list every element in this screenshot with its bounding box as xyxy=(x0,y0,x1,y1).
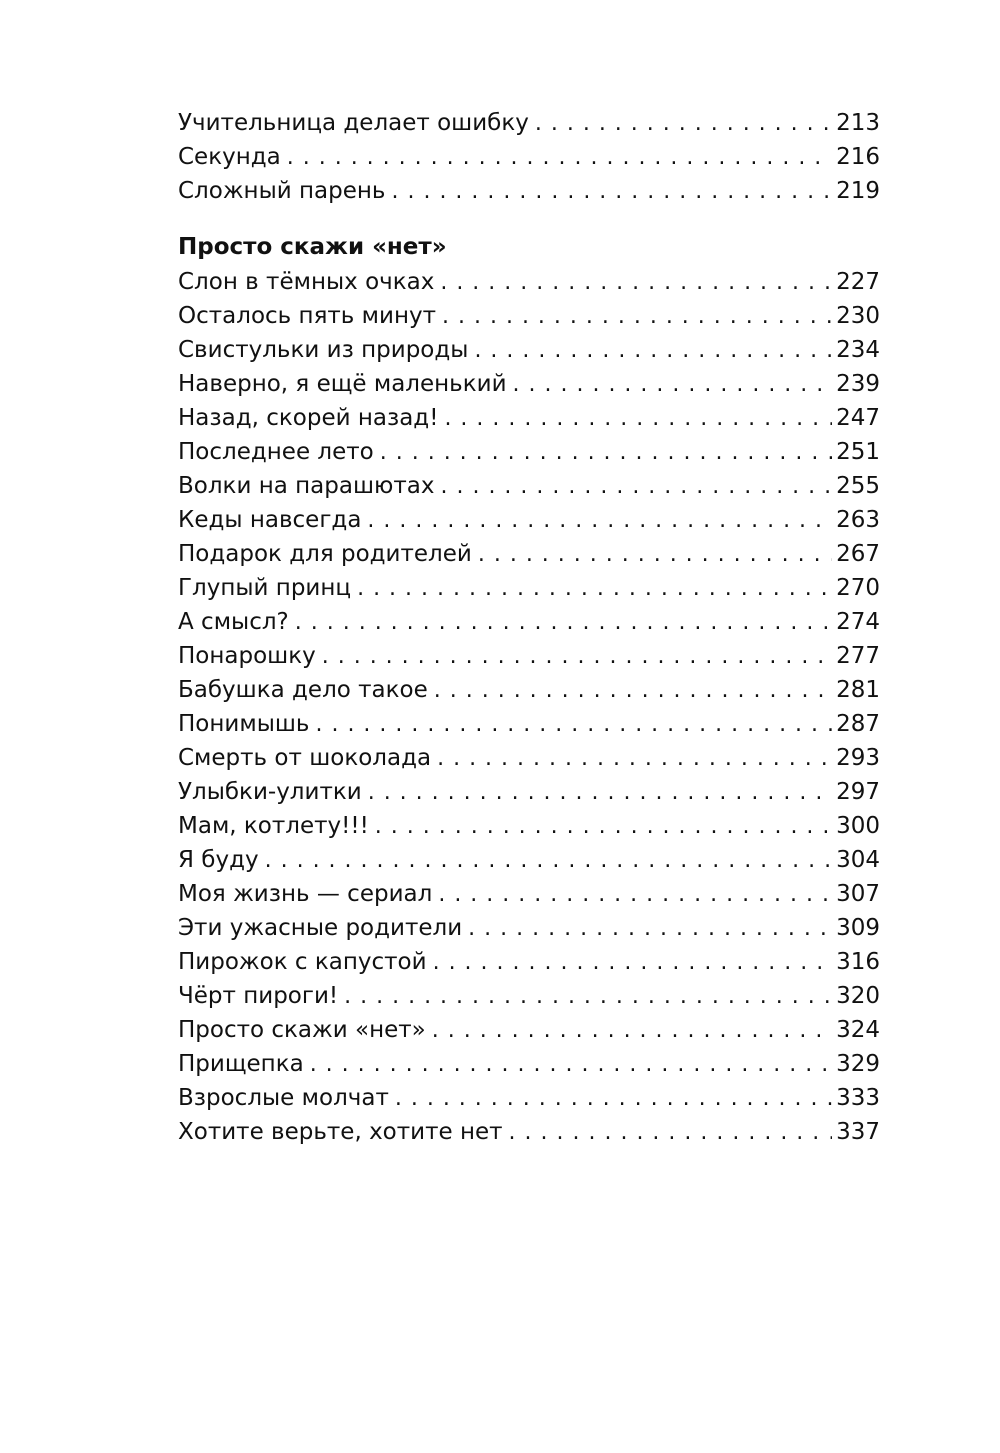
entry-title: Понарошку xyxy=(178,643,316,669)
toc-entry xyxy=(178,639,880,673)
dot-leader xyxy=(368,776,832,810)
dot-leader xyxy=(468,912,832,946)
toc-entry xyxy=(178,673,880,707)
entry-title: Мам, котлету!!! xyxy=(178,813,369,839)
entry-title: Секунда xyxy=(178,144,281,170)
toc-entry xyxy=(178,367,880,401)
entry-title: Понимышь xyxy=(178,711,310,737)
dot-leader xyxy=(315,708,832,742)
entry-title: Моя жизнь — сериал xyxy=(178,881,433,907)
entry-title: Глупый принц xyxy=(178,575,352,601)
entry-title: Учительница делает ошибку xyxy=(178,110,529,136)
dot-leader xyxy=(395,1082,832,1116)
dot-leader xyxy=(344,980,832,1014)
page-number: 333 xyxy=(836,1085,880,1111)
entry-title: Подарок для родителей xyxy=(178,541,472,567)
entry-title: Хотите верьте, хотите нет xyxy=(178,1119,503,1145)
page-number: 287 xyxy=(836,711,880,737)
page-number: 316 xyxy=(836,949,880,975)
page-number: 277 xyxy=(836,643,880,669)
toc-entry xyxy=(178,174,880,208)
dot-leader xyxy=(433,946,833,980)
entry-title: Просто скажи «нет» xyxy=(178,1017,426,1043)
toc-entry xyxy=(178,775,880,809)
toc-top-entries xyxy=(178,106,880,208)
page-number: 324 xyxy=(836,1017,880,1043)
page-number: 329 xyxy=(836,1051,880,1077)
toc-entry xyxy=(178,401,880,435)
page-number: 251 xyxy=(836,439,880,465)
page-number: 270 xyxy=(836,575,880,601)
page-number: 227 xyxy=(836,269,880,295)
entry-title: Волки на парашютах xyxy=(178,473,435,499)
table-of-contents xyxy=(178,106,880,1149)
toc-entry xyxy=(178,537,880,571)
dot-leader xyxy=(440,266,832,300)
dot-leader xyxy=(478,538,832,572)
dot-leader xyxy=(434,674,832,708)
dot-leader xyxy=(310,1048,832,1082)
toc-entry xyxy=(178,435,880,469)
toc-entry xyxy=(178,469,880,503)
dot-leader xyxy=(357,572,832,606)
toc-entry xyxy=(178,265,880,299)
toc-entry xyxy=(178,809,880,843)
entry-title: Пирожок с капустой xyxy=(178,949,427,975)
page-number: 247 xyxy=(836,405,880,431)
dot-leader xyxy=(432,1014,832,1048)
toc-section-entries xyxy=(178,265,880,1149)
dot-leader xyxy=(513,368,833,402)
toc-entry xyxy=(178,979,880,1013)
dot-leader xyxy=(380,436,832,470)
toc-entry xyxy=(178,741,880,775)
page-number: 304 xyxy=(836,847,880,873)
dot-leader xyxy=(438,878,832,912)
page-number: 300 xyxy=(836,813,880,839)
dot-leader xyxy=(437,742,832,776)
toc-entry xyxy=(178,843,880,877)
entry-title: Эти ужасные родители xyxy=(178,915,463,941)
page-number: 320 xyxy=(836,983,880,1009)
entry-title: Я буду xyxy=(178,847,259,873)
entry-title: Наверно, я ещё маленький xyxy=(178,371,507,397)
toc-entry xyxy=(178,1013,880,1047)
toc-entry xyxy=(178,707,880,741)
page-number: 297 xyxy=(836,779,880,805)
toc-entry xyxy=(178,1115,880,1149)
toc-entry xyxy=(178,877,880,911)
page-number: 263 xyxy=(836,507,880,533)
entry-title: Слон в тёмных очках xyxy=(178,269,435,295)
toc-entry xyxy=(178,605,880,639)
dot-leader xyxy=(440,470,832,504)
dot-leader xyxy=(509,1116,833,1150)
toc-entry xyxy=(178,911,880,945)
dot-leader xyxy=(391,175,832,209)
entry-title: Свистульки из природы xyxy=(178,337,469,363)
entry-title: Сложный парень xyxy=(178,178,386,204)
page-number: 230 xyxy=(836,303,880,329)
toc-entry xyxy=(178,503,880,537)
toc-entry xyxy=(178,140,880,174)
dot-leader xyxy=(535,107,832,141)
entry-title: Взрослые молчат xyxy=(178,1085,389,1111)
entry-title: Смерть от шоколада xyxy=(178,745,432,771)
dot-leader xyxy=(367,504,832,538)
toc-entry xyxy=(178,1081,880,1115)
entry-title: Осталось пять минут xyxy=(178,303,437,329)
page-number: 234 xyxy=(836,337,880,363)
dot-leader xyxy=(474,334,832,368)
dot-leader xyxy=(444,402,832,436)
dot-leader xyxy=(442,300,832,334)
toc-entry xyxy=(178,299,880,333)
page-number: 213 xyxy=(836,110,880,136)
toc-entry xyxy=(178,106,880,140)
entry-title: Чёрт пироги! xyxy=(178,983,339,1009)
entry-title: Назад, скорей назад! xyxy=(178,405,439,431)
entry-title: Прищепка xyxy=(178,1051,304,1077)
dot-leader xyxy=(287,141,832,175)
dot-leader xyxy=(295,606,832,640)
page-number: 255 xyxy=(836,473,880,499)
section-heading: Просто скажи «нет» xyxy=(178,234,447,260)
toc-entry xyxy=(178,945,880,979)
page-number: 293 xyxy=(836,745,880,771)
toc-entry xyxy=(178,571,880,605)
toc-entry xyxy=(178,333,880,367)
page-number: 239 xyxy=(836,371,880,397)
dot-leader xyxy=(375,810,832,844)
dot-leader xyxy=(265,844,832,878)
page-number: 307 xyxy=(836,881,880,907)
entry-title: Кеды навсегда xyxy=(178,507,362,533)
page-number: 274 xyxy=(836,609,880,635)
toc-entry xyxy=(178,1047,880,1081)
page-number: 337 xyxy=(836,1119,880,1145)
entry-title: Бабушка дело такое xyxy=(178,677,428,703)
page-number: 216 xyxy=(836,144,880,170)
page-number: 219 xyxy=(836,178,880,204)
page-number: 309 xyxy=(836,915,880,941)
dot-leader xyxy=(322,640,832,674)
entry-title: А смысл? xyxy=(178,609,289,635)
entry-title: Улыбки-улитки xyxy=(178,779,362,805)
entry-title: Последнее лето xyxy=(178,439,374,465)
page-number: 267 xyxy=(836,541,880,567)
page-number: 281 xyxy=(836,677,880,703)
